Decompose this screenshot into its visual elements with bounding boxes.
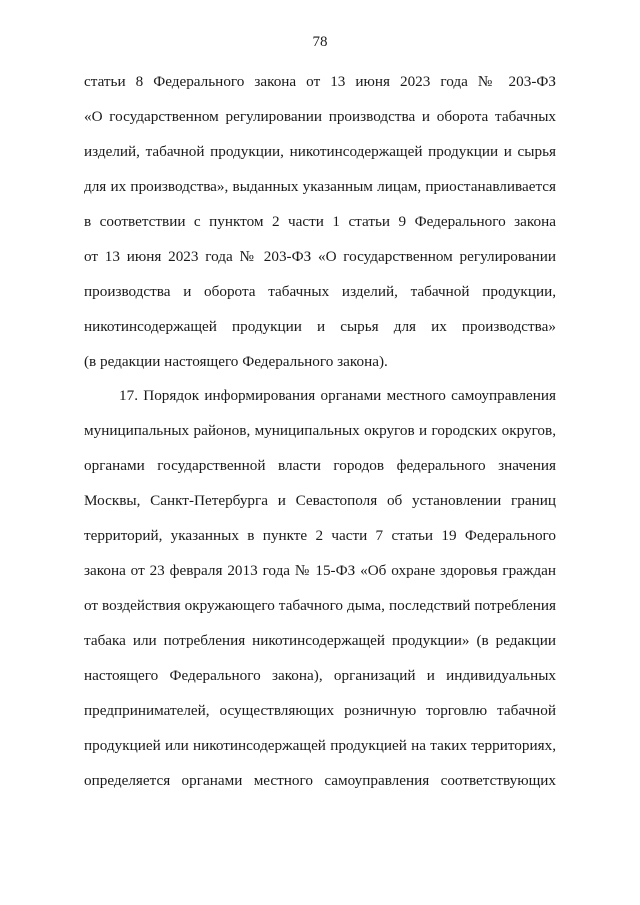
text-line: производства и оборота табачных изделий, табачной продукции,	[84, 283, 556, 300]
page-number: 78	[312, 34, 328, 50]
text-line: определяется органами местного самоуправления соответствующих	[84, 772, 556, 789]
text-line: для их производства», выданных указанным лицам, приостанавливается	[84, 178, 556, 195]
text-line: «О государственном регулировании производства и оборота табачных	[84, 108, 556, 125]
text-line: никотинсодержащей продукции и сырья для их производства»	[84, 318, 556, 335]
text-line: продукцией или никотинсодержащей продукцией на таких территориях,	[84, 737, 556, 754]
text-line: в соответствии с пунктом 2 части 1 статьи 9 Федерального закона	[84, 213, 556, 230]
text-line: муниципальных районов, муниципальных округов и городских округов,	[84, 422, 556, 439]
text-line: территорий, указанных в пункте 2 части 7 статьи 19 Федерального	[84, 527, 556, 544]
text-line: Москвы, Санкт-Петербурга и Севастополя об установлении границ	[84, 492, 556, 509]
text-line: закона от 23 февраля 2013 года № 15-ФЗ «Об охране здоровья граждан	[84, 562, 556, 579]
text-line: предпринимателей, осуществляющих розничную торговлю табачной	[84, 702, 556, 719]
text-line: от 13 июня 2023 года № 203-ФЗ «О государственном регулировании	[84, 248, 556, 265]
text-line: органами государственной власти городов федерального значения	[84, 457, 556, 474]
text-line: статьи 8 Федерального закона от 13 июня 2023 года № 203-ФЗ	[84, 73, 556, 90]
paragraph-start-line: 17. Порядок информирования органами местного самоуправления	[119, 387, 556, 404]
text-line: изделий, табачной продукции, никотинсодержащей продукции и сырья	[84, 143, 556, 160]
text-line: табака или потребления никотинсодержащей продукции» (в редакции	[84, 632, 556, 649]
text-line: настоящего Федерального закона), организаций и индивидуальных	[84, 667, 556, 684]
text-line: (в редакции настоящего Федерального закона).	[84, 353, 388, 370]
text-line: от воздействия окружающего табачного дыма, последствий потребления	[84, 597, 556, 614]
